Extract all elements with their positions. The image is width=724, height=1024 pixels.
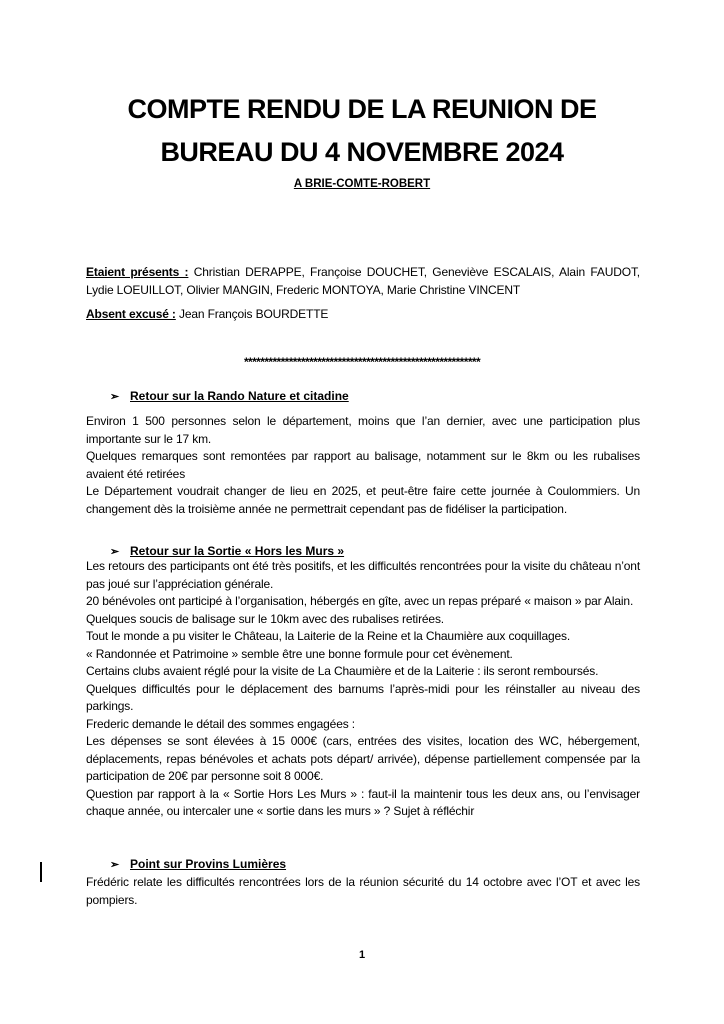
arrow-bullet-icon: ➢ (110, 859, 120, 871)
paragraph-line: Environ 1 500 personnes selon le département, moins que l’an dernier, avec une participation plus importante sur le 17 km. (86, 414, 640, 446)
paragraph-line: 20 bénévoles ont participé à l’organisation, hébergés en gîte, avec un repas préparé « maison » par Alain. (86, 594, 634, 608)
document-title-line-2: BUREAU DU 4 NOVEMBRE 2024 (160, 137, 564, 167)
document-title-line-1: COMPTE RENDU DE LA REUNION DE (127, 94, 597, 124)
section-title: Retour sur la Rando Nature et citadine (130, 389, 349, 403)
paragraph-line: Quelques remarques sont remontées par rapport au balisage, notamment sur le 8km ou les rubalises avaient été retirées (86, 449, 640, 481)
section-body-hors-les-murs (86, 558, 640, 821)
separator-line: ********************************************************** (243, 355, 481, 369)
paragraph-line: Les retours des participants ont été très positifs, et les difficultés rencontrées pour la visite du château n’ont pas joué sur l’appréciation générale. (86, 559, 640, 591)
section-heading-rando (110, 388, 349, 406)
document-location: A BRIE-COMTE-ROBERT (293, 178, 431, 190)
paragraph-line: Frédéric relate les difficultés rencontrées lors de la réunion sécurité du 14 octobre avec l’OT et avec les pompiers. (86, 875, 640, 907)
absent-paragraph (86, 306, 640, 324)
paragraph-line: Le Département voudrait changer de lieu en 2025, et peut-être faire cette journée à Coulommiers. Un changement dès la troisième année ne permettrait cependant pas de fidéliser la participation. (86, 484, 640, 516)
paragraph-line: Les dépenses se sont élevées à 15 000€ (cars, entrées des visites, location des WC, hébergement, déplacements, repas bénévoles et achats pots départ/ arrivée), dépense partiellement compensée par la participation de 20€ par personne soit 8 000€. (86, 734, 640, 783)
section-body-rando (86, 413, 640, 518)
text-cursor (40, 862, 42, 882)
present-names: Christian DERAPPE, Françoise DOUCHET, Geneviève ESCALAIS, Alain FAUDOT, Lydie LOEUILLOT, Olivier MANGIN, Frederic MONTOYA, Marie Christine VINCENT (86, 265, 640, 297)
present-label: Etaient présents : (86, 265, 189, 279)
absent-label: Absent excusé : (86, 307, 176, 321)
section-title: Point sur Provins Lumières (130, 857, 287, 871)
page-number: 1 (358, 949, 366, 961)
arrow-bullet-icon: ➢ (110, 546, 120, 558)
paragraph-line: Question par rapport à la « Sortie Hors Les Murs » : faut-il la maintenir tous les deux ans, ou l’envisager chaque année, ou intercaler une « sortie dans les murs » ? Sujet à réfléchir (86, 786, 640, 818)
section-body-provins (86, 874, 640, 909)
paragraph-line: « Randonnée et Patrimoine » semble être une bonne formule pour cet évènement. (86, 646, 513, 661)
paragraph-line: Frederic demande le détail des sommes engagées : (86, 716, 355, 731)
attendees-paragraph (86, 264, 640, 299)
section-title: Retour sur la Sortie « Hors les Murs » (130, 544, 345, 558)
paragraph-line: Tout le monde a pu visiter le Château, la Laiterie de la Reine et la Chaumière aux coquillages. (86, 629, 571, 643)
section-heading-provins (110, 856, 286, 874)
paragraph-line: Certains clubs avaient réglé pour la visite de La Chaumière et de la Laiterie : ils seront remboursés. (86, 664, 599, 678)
paragraph-line: Quelques soucis de balisage sur le 10km avec des rubalises retirées. (86, 611, 444, 626)
absent-names: Jean François BOURDETTE (175, 307, 329, 321)
arrow-bullet-icon: ➢ (110, 391, 120, 403)
paragraph-line: Quelques difficultés pour le déplacement des barnums l’après-midi pour les réinstaller au niveau des parkings. (86, 681, 640, 713)
